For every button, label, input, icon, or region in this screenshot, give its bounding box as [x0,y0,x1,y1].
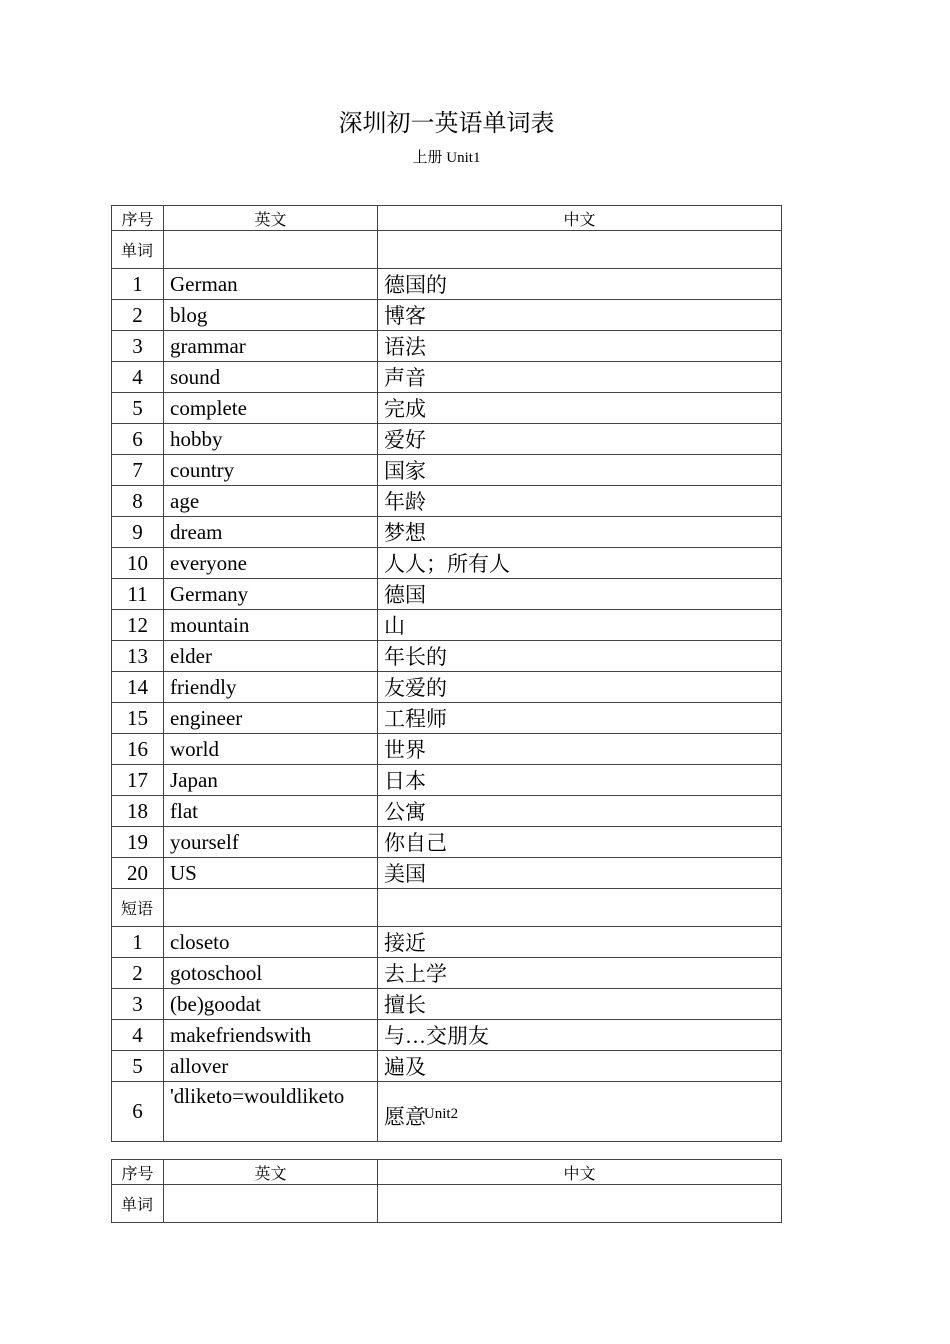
table-row [112,1051,782,1082]
chinese-meaning: 国家 [378,455,782,486]
table-row [112,641,782,672]
chinese-meaning: 爱好 [378,424,782,455]
row-number: 8 [112,486,164,517]
row-number: 14 [112,672,164,703]
row-number: 3 [112,331,164,362]
english-word: Japan [164,765,378,796]
table-header-row [112,206,782,231]
chinese-meaning: 接近 [378,927,782,958]
english-word: hobby [164,424,378,455]
row-number: 2 [112,300,164,331]
row-number: 4 [112,362,164,393]
chinese-meaning: 年长的 [378,641,782,672]
chinese-meaning: 德国 [378,579,782,610]
chinese-meaning: 梦想 [378,517,782,548]
header-chinese: 中文 [378,206,782,231]
english-word: makefriendswith [164,1020,378,1051]
section-label-words: 单词 [112,1185,164,1223]
unit1-vocabulary-table [111,205,782,1142]
empty-cell [378,231,782,269]
english-word: German [164,269,378,300]
table-row [112,610,782,641]
header-english: 英文 [164,206,378,231]
empty-cell [378,1185,782,1223]
chinese-meaning: 你自己 [378,827,782,858]
row-number: 5 [112,1051,164,1082]
chinese-meaning: 擅长 [378,989,782,1020]
table-row [112,517,782,548]
row-number: 5 [112,393,164,424]
chinese-meaning: 愿意 [378,1082,782,1142]
english-word: country [164,455,378,486]
header-num: 序号 [112,1160,164,1185]
row-number: 7 [112,455,164,486]
header-num: 序号 [112,206,164,231]
chinese-meaning: 完成 [378,393,782,424]
row-number: 6 [112,1082,164,1142]
empty-cell [164,889,378,927]
row-number: 12 [112,610,164,641]
table-row [112,703,782,734]
table-row [112,989,782,1020]
section-row-words [112,231,782,269]
row-number: 18 [112,796,164,827]
english-word: closeto [164,927,378,958]
section-row-phrases [112,889,782,927]
chinese-meaning: 山 [378,610,782,641]
table-header-row [112,1160,782,1185]
table-row [112,486,782,517]
english-word: blog [164,300,378,331]
header-english: 英文 [164,1160,378,1185]
english-word: world [164,734,378,765]
table-row [112,796,782,827]
chinese-meaning: 与…交朋友 [378,1020,782,1051]
english-word: grammar [164,331,378,362]
table-row [112,734,782,765]
row-number: 19 [112,827,164,858]
row-number: 11 [112,579,164,610]
table-row [112,672,782,703]
chinese-meaning: 声音 [378,362,782,393]
english-word: friendly [164,672,378,703]
row-number: 1 [112,269,164,300]
table-row [112,579,782,610]
row-number: 15 [112,703,164,734]
table-row [112,424,782,455]
table-row [112,331,782,362]
chinese-meaning: 友爱的 [378,672,782,703]
english-word: dream [164,517,378,548]
unit2-heading: Unit2 [423,1106,459,1122]
english-word: (be)goodat [164,989,378,1020]
chinese-meaning: 人人；所有人 [378,548,782,579]
row-number: 13 [112,641,164,672]
unit1-subtitle: 上册 Unit1 [412,150,481,166]
english-word: elder [164,641,378,672]
english-word: mountain [164,610,378,641]
table-row [112,1020,782,1051]
english-word: yourself [164,827,378,858]
chinese-meaning: 日本 [378,765,782,796]
table-row [112,548,782,579]
empty-cell [164,231,378,269]
chinese-meaning: 去上学 [378,958,782,989]
table-row [112,455,782,486]
section-label-words: 单词 [112,231,164,269]
table-row [112,765,782,796]
table-row [112,362,782,393]
table-row [112,300,782,331]
section-label-phrases: 短语 [112,889,164,927]
chinese-meaning: 德国的 [378,269,782,300]
english-word: Germany [164,579,378,610]
table-row [112,927,782,958]
chinese-meaning: 年龄 [378,486,782,517]
table-row [112,958,782,989]
row-number: 16 [112,734,164,765]
row-number: 9 [112,517,164,548]
table-row [112,827,782,858]
row-number: 3 [112,989,164,1020]
english-word: 'dliketo=wouldliketo [164,1082,378,1142]
english-word: complete [164,393,378,424]
unit2-vocabulary-table [111,1159,782,1223]
english-word: allover [164,1051,378,1082]
row-number: 10 [112,548,164,579]
header-chinese: 中文 [378,1160,782,1185]
chinese-meaning: 博客 [378,300,782,331]
empty-cell [378,889,782,927]
english-word: engineer [164,703,378,734]
table-row [112,393,782,424]
chinese-meaning: 遍及 [378,1051,782,1082]
chinese-meaning: 语法 [378,331,782,362]
chinese-meaning: 世界 [378,734,782,765]
row-number: 2 [112,958,164,989]
english-word: age [164,486,378,517]
row-number: 1 [112,927,164,958]
english-word: everyone [164,548,378,579]
english-word: gotoschool [164,958,378,989]
section-row-words [112,1185,782,1223]
row-number: 17 [112,765,164,796]
row-number: 20 [112,858,164,889]
page-title: 深圳初一英语单词表 [338,111,555,137]
chinese-meaning: 工程师 [378,703,782,734]
table-row [112,858,782,889]
chinese-meaning: 公寓 [378,796,782,827]
row-number: 4 [112,1020,164,1051]
empty-cell [164,1185,378,1223]
chinese-meaning: 美国 [378,858,782,889]
english-word: flat [164,796,378,827]
english-word: sound [164,362,378,393]
row-number: 6 [112,424,164,455]
english-word: US [164,858,378,889]
table-row [112,269,782,300]
